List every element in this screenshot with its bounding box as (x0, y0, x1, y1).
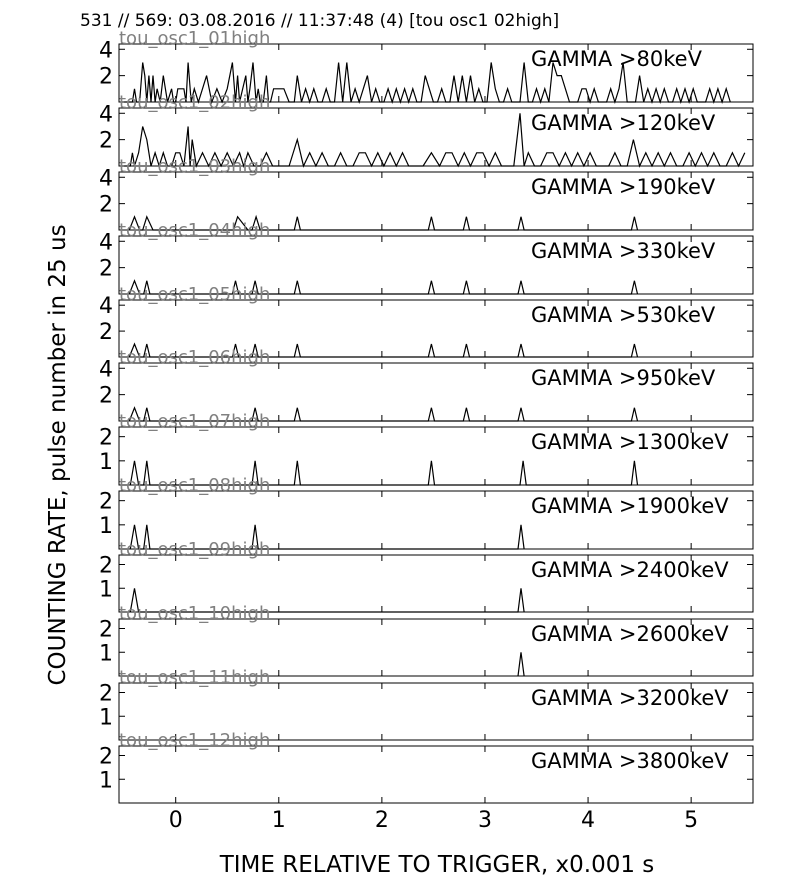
y-tick-label: 2 (99, 425, 113, 451)
panel-energy-label: GAMMA >3800keV (531, 749, 729, 773)
channel-label: tou_osc1_04high (119, 220, 271, 241)
panel-energy-label: GAMMA >330keV (531, 239, 716, 263)
panel-energy-label: GAMMA >2400keV (531, 558, 729, 582)
y-axis-label: COUNTING RATE, pulse number in 25 us (45, 224, 71, 686)
panel-energy-label: GAMMA >530keV (531, 303, 716, 327)
panel-energy-label: GAMMA >2600keV (531, 622, 729, 646)
channel-label: tou_osc1_07high (119, 411, 271, 432)
y-tick-label: 2 (99, 681, 113, 707)
y-tick-label: 2 (99, 192, 113, 218)
x-tick-label: 4 (581, 808, 596, 833)
y-tick-label: 2 (99, 320, 113, 346)
y-tick-label: 1 (99, 705, 113, 731)
y-tick-label: 1 (99, 641, 113, 667)
panel-energy-label: GAMMA >950keV (531, 366, 716, 390)
y-tick-label: 4 (99, 166, 113, 192)
chart-header: 531 // 569: 03.08.2016 // 11:37:48 (4) [tou osc1 02high] (80, 11, 560, 31)
channel-label: tou_osc1_10high (119, 603, 271, 624)
channel-label: tou_osc1_09high (119, 539, 271, 560)
x-tick-label: 2 (374, 808, 389, 833)
panel-energy-label: GAMMA >80keV (531, 47, 702, 71)
series-line-10 (518, 652, 524, 676)
x-tick-label: 1 (271, 808, 286, 833)
panel-energy-label: GAMMA >3200keV (531, 686, 729, 710)
x-axis-label: TIME RELATIVE TO TRIGGER, x0.001 s (219, 852, 655, 878)
y-tick-label: 2 (99, 617, 113, 643)
y-tick-label: 2 (99, 128, 113, 154)
channel-label: tou_osc1_03high (119, 156, 271, 177)
y-tick-label: 4 (99, 38, 113, 64)
y-tick-label: 2 (99, 64, 113, 90)
channel-label: tou_osc1_12high (119, 730, 271, 751)
channel-label: tou_osc1_01high (119, 28, 271, 49)
y-tick-label: 4 (99, 230, 113, 256)
y-tick-label: 1 (99, 449, 113, 475)
y-tick-label: 4 (99, 102, 113, 128)
x-tick-label: 5 (684, 808, 699, 833)
panel-energy-label: GAMMA >1300keV (531, 430, 729, 454)
panels-group (99, 28, 753, 833)
panel-energy-label: GAMMA >1900keV (531, 494, 729, 518)
channel-label: tou_osc1_02high (119, 92, 271, 113)
y-tick-label: 4 (99, 294, 113, 320)
x-tick-label: 3 (477, 808, 492, 833)
y-tick-label: 1 (99, 513, 113, 539)
panel-energy-label: GAMMA >120keV (531, 111, 716, 135)
channel-label: tou_osc1_05high (119, 284, 271, 305)
channel-label: tou_osc1_08high (119, 475, 271, 496)
y-tick-label: 2 (99, 489, 113, 515)
y-tick-label: 2 (99, 256, 113, 282)
y-tick-label: 1 (99, 768, 113, 794)
y-tick-label: 2 (99, 553, 113, 579)
y-tick-label: 4 (99, 357, 113, 383)
channel-label: tou_osc1_11high (119, 667, 271, 688)
panel-energy-label: GAMMA >190keV (531, 175, 716, 199)
y-tick-label: 2 (99, 744, 113, 770)
x-tick-label: 0 (168, 808, 183, 833)
channel-label: tou_osc1_06high (119, 347, 271, 368)
y-tick-label: 2 (99, 383, 113, 409)
y-tick-label: 1 (99, 577, 113, 603)
